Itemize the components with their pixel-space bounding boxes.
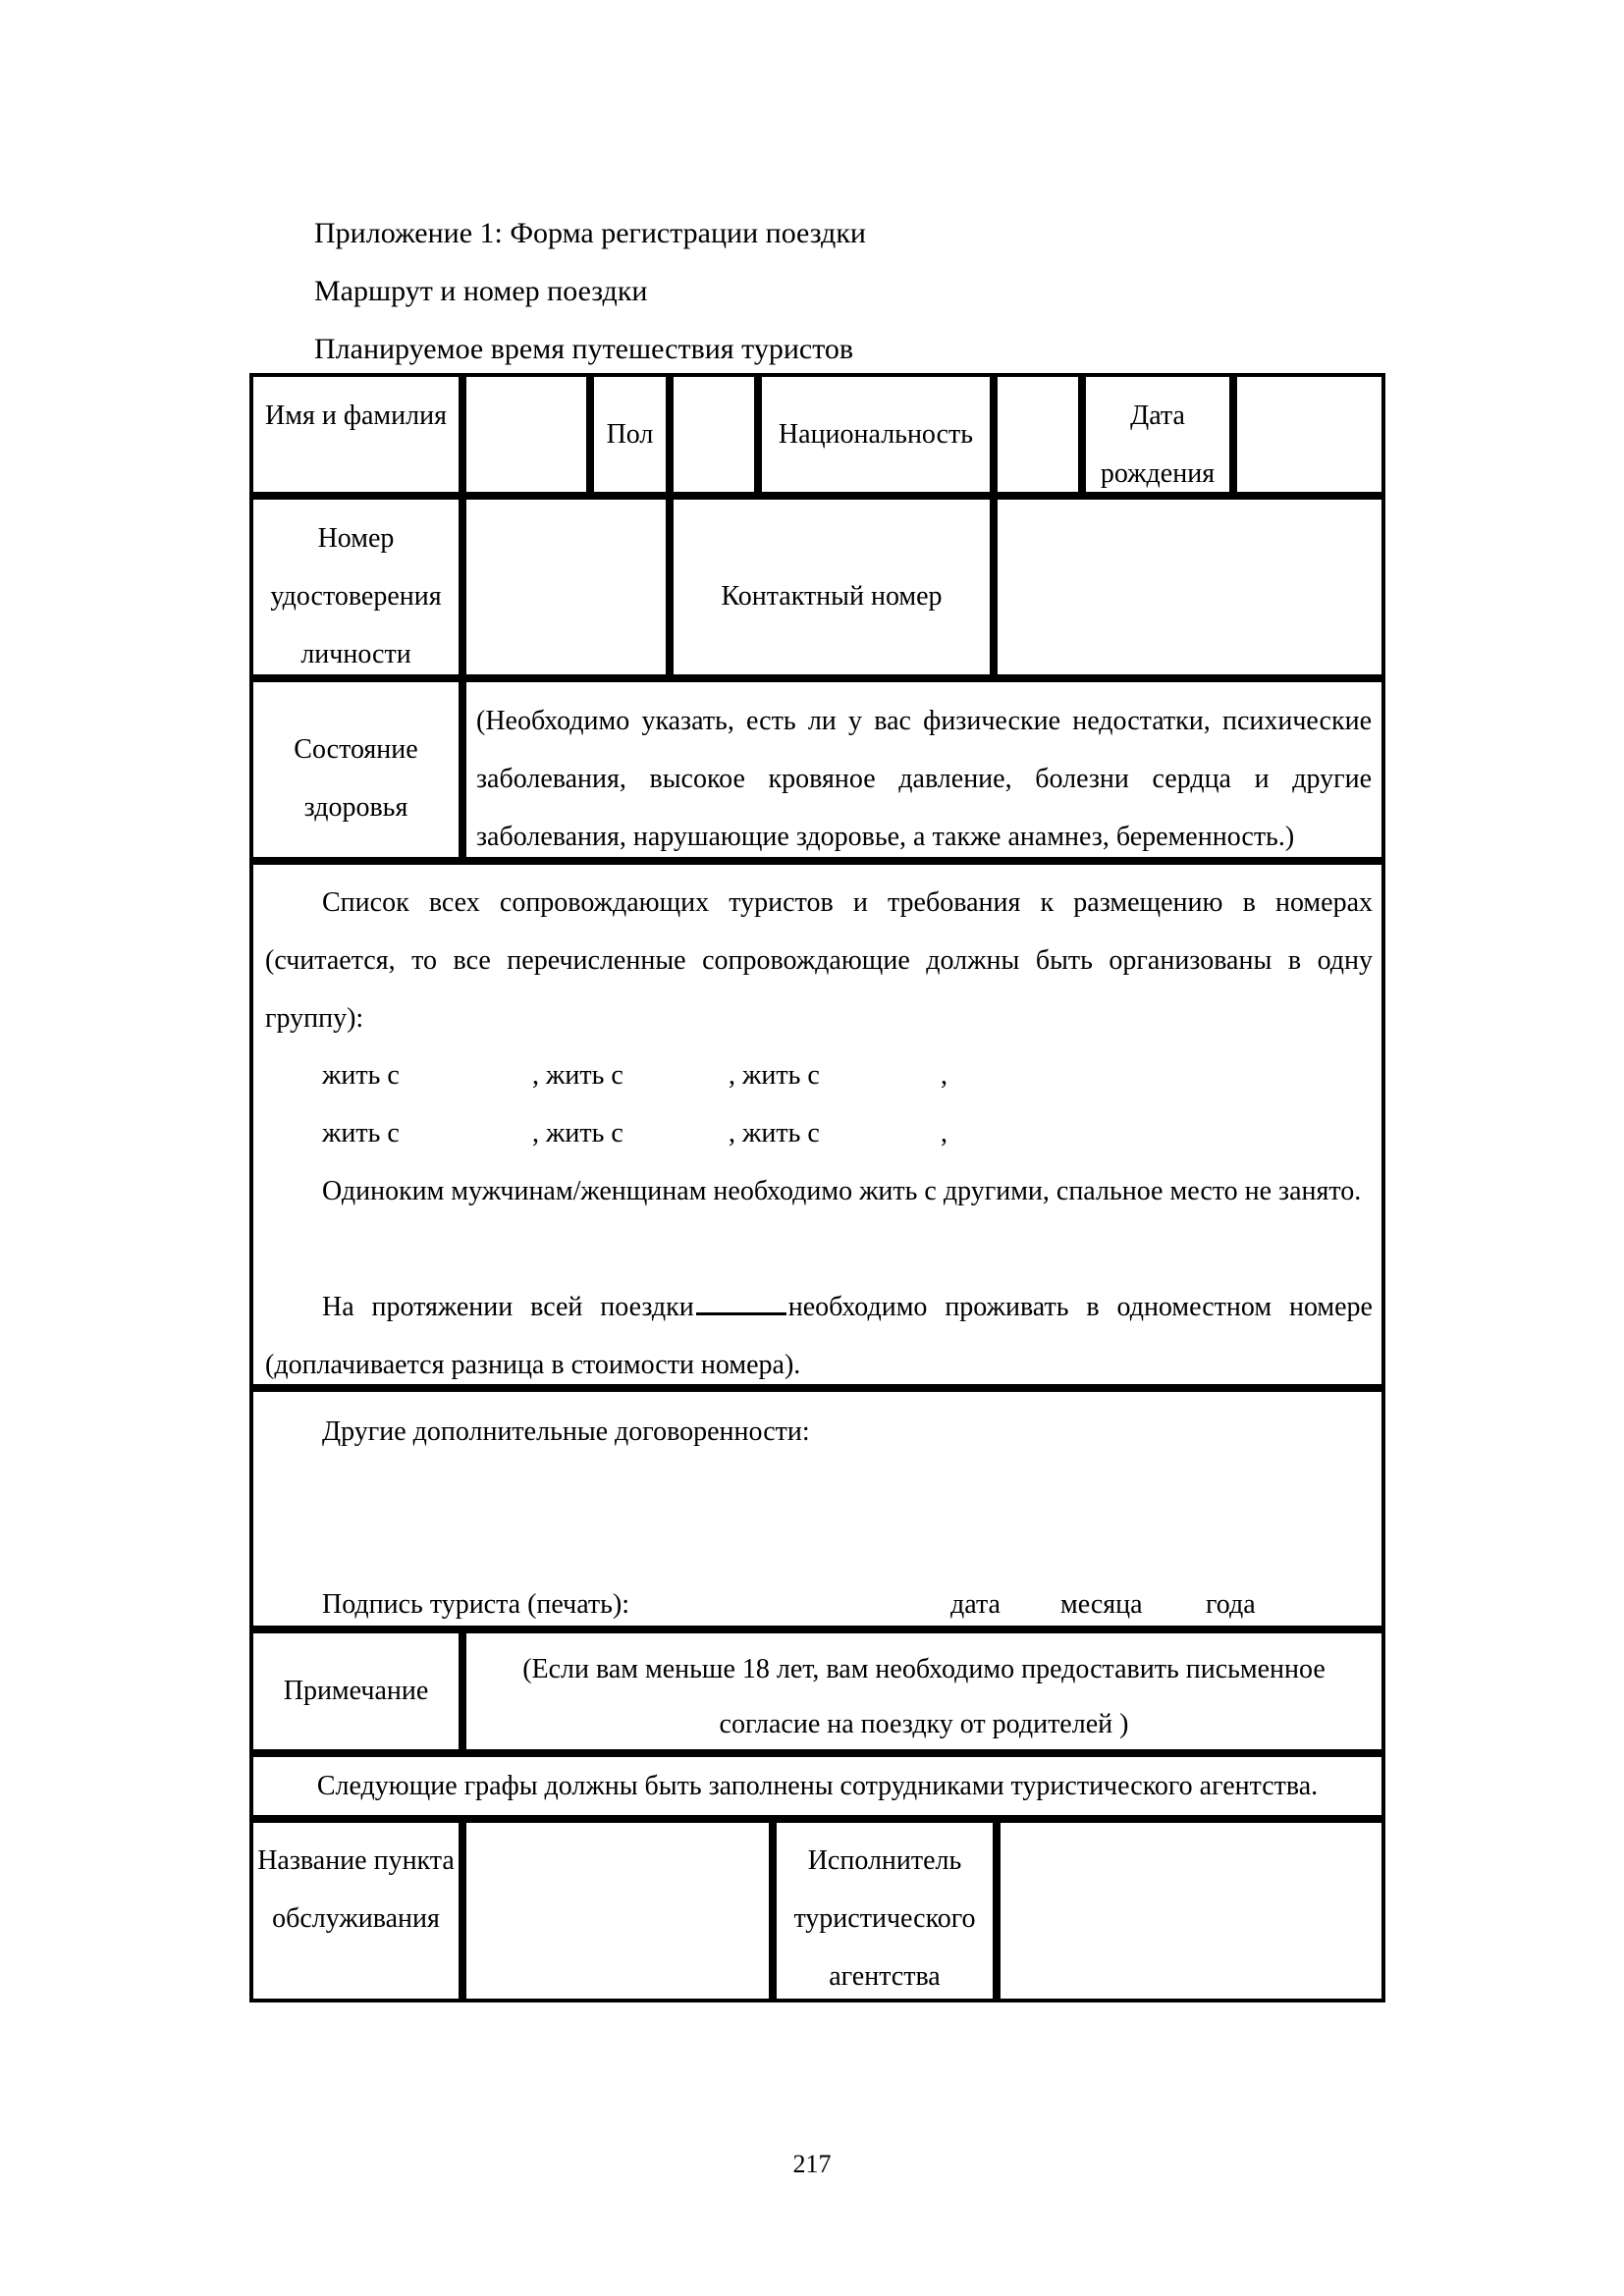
date-year-label: года bbox=[1206, 1589, 1256, 1620]
note-text: (Если вам меньше 18 лет, вам необходимо предоставить письменное согласие на поездку от родителей ) bbox=[522, 1654, 1326, 1739]
live-with-3: , жить с bbox=[729, 1060, 820, 1091]
dob-value-cell[interactable] bbox=[1233, 373, 1385, 496]
service-point-value-cell[interactable] bbox=[462, 1819, 773, 2002]
single-room-after: необходимо проживать в одноместном номере (доплачивается разница в стоимости номера). bbox=[265, 1292, 1373, 1380]
single-guests-paragraph bbox=[265, 1162, 1373, 1220]
live-with-5: , жить с bbox=[532, 1118, 623, 1148]
signature-label: Подпись туриста (печать): bbox=[322, 1589, 630, 1620]
health-label: Состояние здоровья bbox=[294, 734, 418, 823]
travel-time-line: Планируемое время путешествия туристов bbox=[314, 333, 854, 365]
live-with-1: жить с bbox=[322, 1060, 400, 1091]
agency-executor-value-cell[interactable] bbox=[997, 1819, 1385, 2002]
single-room-before: На протяжении всей поездки bbox=[322, 1292, 694, 1322]
companions-paragraph bbox=[265, 874, 1373, 1047]
live-with-4: жить с bbox=[322, 1118, 400, 1148]
health-note: (Необходимо указать, есть ли у вас физические недостатки, психические заболевания, высокое кровяное давление, болезни сердца и другие заболевания, нарушающие здоровье, а также анамнез, беременность.) bbox=[476, 706, 1372, 852]
id-label: Номер удостоверения личности bbox=[270, 523, 442, 669]
single-room-paragraph bbox=[265, 1278, 1373, 1394]
name-value-cell[interactable] bbox=[462, 373, 590, 496]
date-month-label: месяца bbox=[1060, 1589, 1143, 1620]
single-room-blank[interactable] bbox=[696, 1291, 786, 1315]
single-guests-text: Одиноким мужчинам/женщинам необходимо жить с другими, спальное место не занято. bbox=[322, 1176, 1362, 1206]
nationality-label: Национальность bbox=[778, 419, 974, 450]
gender-value-cell[interactable] bbox=[670, 373, 758, 496]
contact-label: Контактный номер bbox=[721, 581, 943, 612]
note-label: Примечание bbox=[283, 1676, 429, 1706]
gender-label: Пол bbox=[606, 419, 654, 450]
live-with-2: , жить с bbox=[532, 1060, 623, 1091]
companions-text: Список всех сопровождающих туристов и требования к размещению в номерах (считается, то все перечисленные сопровождающие должны быть организованы в одну группу): bbox=[265, 887, 1373, 1034]
other-arrangements-label: Другие дополнительные договоренности: bbox=[322, 1416, 810, 1447]
page-number: 217 bbox=[792, 2150, 832, 2178]
agency-executor-label: Исполнитель туристического агентства bbox=[793, 1845, 976, 1992]
id-value-cell[interactable] bbox=[462, 496, 670, 678]
route-line: Маршрут и номер поездки bbox=[314, 275, 648, 307]
service-point-label: Название пункта обслуживания bbox=[257, 1845, 455, 1934]
name-label: Имя и фамилия bbox=[265, 400, 447, 431]
document-heading: Приложение 1: Форма регистрации поездки bbox=[314, 217, 866, 249]
date-day-label: дата bbox=[950, 1589, 1001, 1620]
live-with-comma-2: , bbox=[941, 1118, 947, 1148]
dob-label: Дата рождения bbox=[1100, 400, 1216, 489]
live-with-comma: , bbox=[941, 1060, 947, 1091]
live-with-6: , жить с bbox=[729, 1118, 820, 1148]
agency-notice: Следующие графы должны быть заполнены сотрудниками туристического агентства. bbox=[316, 1771, 1319, 1801]
nationality-value-cell[interactable] bbox=[994, 373, 1082, 496]
contact-value-cell[interactable] bbox=[994, 496, 1385, 678]
